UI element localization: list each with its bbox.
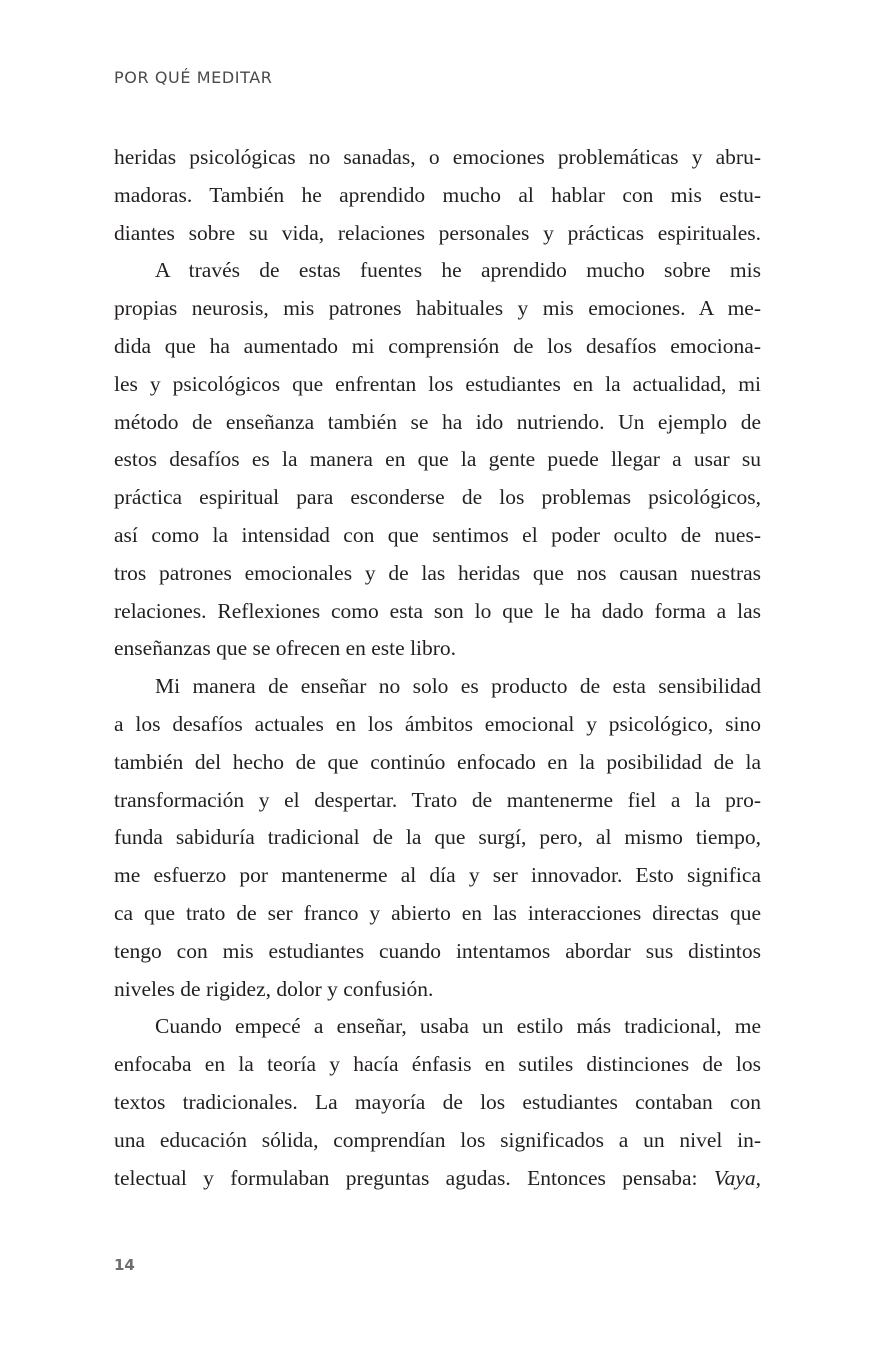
text-line: les y psicológicos que enfrentan los estudiantes en la actualidad, mi xyxy=(114,371,761,396)
paragraph xyxy=(114,668,761,1008)
text-line: Mi manera de enseñar no solo es producto de esta sensibilidad xyxy=(155,674,761,699)
page-number: 14 xyxy=(114,1256,135,1274)
text-line: A través de estas fuentes he aprendido mucho sobre mis xyxy=(155,258,761,283)
paragraph xyxy=(114,252,761,668)
text-line: enfocaba en la teoría y hacía énfasis en sutiles distinciones de los xyxy=(114,1052,761,1077)
text-segment: telectual y formulaban preguntas agudas. Entonces pensaba: xyxy=(114,1165,698,1190)
text-line: tros patrones emocionales y de las heridas que nos causan nuestras xyxy=(114,560,761,585)
text-line: enseñanzas que se ofrecen en este libro. xyxy=(114,636,457,661)
text-line: niveles de rigidez, dolor y confusión. xyxy=(114,976,434,1001)
text-line xyxy=(114,1160,761,1198)
text-line: propias neurosis, mis patrones habituales y mis emociones. A me- xyxy=(114,296,761,321)
text-line: heridas psicológicas no sanadas, o emociones problemáticas y abru- xyxy=(114,145,761,169)
text-line: textos tradicionales. La mayoría de los estudiantes contaban con xyxy=(114,1089,761,1114)
italic-text: Vaya, xyxy=(713,1165,762,1190)
text-line: madoras. También he aprendido mucho al hablar con mis estu- xyxy=(114,182,761,207)
body-text xyxy=(114,139,761,1197)
running-header: POR QUÉ MEDITAR xyxy=(114,68,273,87)
text-line: también del hecho de que continúo enfocado en la posibilidad de la xyxy=(114,749,761,774)
text-line: relaciones. Reflexiones como esta son lo que le ha dado forma a las xyxy=(114,598,761,623)
paragraph xyxy=(114,139,761,252)
text-line: a los desafíos actuales en los ámbitos emocional y psicológico, sino xyxy=(114,711,761,736)
text-line: método de enseñanza también se ha ido nutriendo. Un ejemplo de xyxy=(114,409,761,434)
text-line: diantes sobre su vida, relaciones personales y prácticas espirituales. xyxy=(114,220,761,245)
text-line: Cuando empecé a enseñar, usaba un estilo más tradicional, me xyxy=(155,1014,761,1039)
text-line: me esfuerzo por mantenerme al día y ser innovador. Esto significa xyxy=(114,863,761,888)
text-line: así como la intensidad con que sentimos el poder oculto de nues- xyxy=(114,522,761,547)
text-line: tengo con mis estudiantes cuando intentamos abordar sus distintos xyxy=(114,938,761,963)
text-line: dida que ha aumentado mi comprensión de los desafíos emociona- xyxy=(114,333,761,358)
text-line: una educación sólida, comprendían los significados a un nivel in- xyxy=(114,1127,761,1152)
text-line: estos desafíos es la manera en que la gente puede llegar a usar su xyxy=(114,447,761,472)
text-line: transformación y el despertar. Trato de mantenerme fiel a la pro- xyxy=(114,787,761,812)
text-line: funda sabiduría tradicional de la que surgí, pero, al mismo tiempo, xyxy=(114,825,761,850)
text-line: ca que trato de ser franco y abierto en las interacciones directas que xyxy=(114,900,761,925)
text-line: práctica espiritual para esconderse de los problemas psicológicos, xyxy=(114,485,761,510)
paragraph xyxy=(114,1008,761,1197)
